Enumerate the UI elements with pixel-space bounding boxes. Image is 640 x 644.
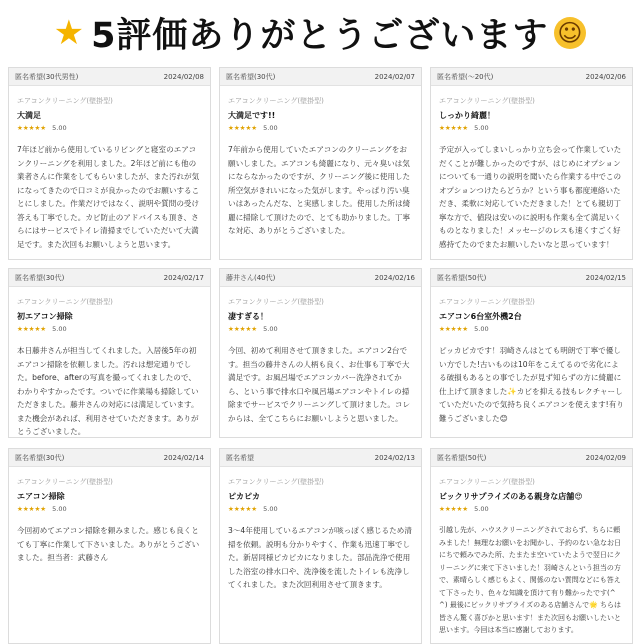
star-icon: ★ [53, 13, 86, 53]
review-category: エアコンクリーニング(壁掛型) [228, 298, 324, 306]
review-date: 2024/02/07 [374, 72, 415, 81]
review-category: エアコンクリーニング(壁掛型) [17, 478, 113, 486]
review-text: 本日藤井さんが担当してくれました。入居後5年の初エアコン掃除を依頼しました。汚れは想定通りでした。before、afterの写真を撮ってくれましたので、わかりやすかったです。ついでに作業場も掃除していただきました。藤井さんの対応には満足しています。また機会があれば、利用させていただきます。ありがとうございました。 [17, 346, 199, 436]
review-text: 予定が入ってしまいしっかり立ち会って作業していただくことが難しかったのですが、はじめにオプションについても一通りの説明を聞いたら作業する中でこのオプションつけたらどうか？という事も都度連絡いただき、柔軟に対応していただきました！とても親切丁寧な方で、値段は安いのに説明も作業も全て満足いくものとなりました！メッセージのレスも速くすごく好感持てたのでまたお願いしたいなと思っています！ [439, 145, 622, 249]
rating-stars: ★★★★★ [439, 505, 469, 513]
rating-stars: ★★★★★ [17, 505, 47, 513]
rating-stars: ★★★★★ [17, 124, 47, 132]
rating-stars: ★★★★★ [17, 325, 47, 333]
rating-score: 5.00 [52, 325, 67, 333]
rating-score: 5.00 [474, 325, 489, 333]
rating-score: 5.00 [263, 325, 278, 333]
review-card [219, 268, 422, 438]
review-category: エアコンクリーニング(壁掛型) [17, 298, 113, 306]
rating-score: 5.00 [52, 124, 67, 132]
rating-stars: ★★★★★ [439, 124, 469, 132]
review-author: 匿名希望(〜20代) [437, 72, 494, 81]
review-date: 2024/02/13 [374, 453, 415, 462]
review-author: 匿名希望(50代) [437, 273, 487, 282]
review-title: 初エアコン掃除 [17, 312, 73, 321]
review-category: エアコンクリーニング(壁掛型) [228, 97, 324, 105]
review-card-header [9, 449, 210, 467]
review-title: ピカピカ [228, 492, 260, 501]
review-date: 2024/02/14 [163, 453, 204, 462]
review-card [219, 448, 422, 644]
rating-score: 5.00 [263, 124, 278, 132]
review-rating [228, 124, 413, 132]
review-author: 匿名希望(30代男性) [15, 72, 79, 81]
review-rating [17, 325, 202, 333]
page-header [0, 0, 640, 66]
review-text: 3〜4年使用しているエアコンが咳っぽく感じるため清掃を依頼。説明も分かりやすく、作業も迅速丁寧でした。新居同様ピカピカになりました。部品洗浄で使用した浴室の排水口や、洗浄後を流したトイレも洗浄してくれました。また次回利用させて頂きます。 [228, 526, 412, 589]
review-rating [228, 505, 413, 513]
review-card [8, 268, 211, 438]
rating-stars: ★★★★★ [228, 505, 258, 513]
review-card-header [220, 68, 421, 86]
review-category: エアコンクリーニング(壁掛型) [439, 478, 535, 486]
rating-score: 5.00 [474, 124, 489, 132]
review-card [8, 67, 211, 260]
review-date: 2024/02/17 [163, 273, 204, 282]
review-text: 今回、初めて利用させて頂きました。エアコン2台です。担当の藤井さんの人柄も良く、お仕事も丁寧で大満足です。お風呂場でエアコンカバー洗浄されてから、という事で排水口や風呂場エアコンやトイレの掃除までサービスでクリーニングして頂けました。コレからは、全てこちらにお願いしようと思いました。 [228, 346, 411, 423]
review-title: 凄すぎる！ [228, 312, 268, 321]
rating-stars: ★★★★★ [439, 325, 469, 333]
review-card-header [220, 449, 421, 467]
review-card-header [9, 269, 210, 287]
review-card-header [220, 269, 421, 287]
review-author: 匿名希望(30代) [15, 453, 65, 462]
review-rating [439, 505, 624, 513]
review-rating [439, 124, 624, 132]
review-author: 匿名希望 [226, 453, 254, 462]
page-title: 5評価ありがとうございます [91, 16, 549, 56]
review-author: 匿名希望(30代) [15, 273, 65, 282]
rating-score: 5.00 [474, 505, 489, 513]
review-text: ピッカピカです！羽崎さんはとても明朗で丁寧で優しい方でした!古いものは10年をこえてるので劣化による破損もあるとの事でしたが見ず知らずの方に綺麗に仕上げて頂きました✨カビを抑える技もレクチャーしていただいたので気持ち良くエアコンを使えます!有り難うございました😊 [439, 346, 624, 423]
review-title: 大満足 [17, 111, 41, 120]
review-category: エアコンクリーニング(壁掛型) [439, 298, 535, 306]
review-category: エアコンクリーニング(壁掛型) [228, 478, 324, 486]
review-card [8, 448, 211, 644]
review-date: 2024/02/08 [163, 72, 204, 81]
review-text: 引越し先が、ハウスクリーニングされておらず、ちらに頼みました！無理なお願いをお聞かし、予約のない急なお日にちで頼みでみた所、たまたま空いていたようで翌日にクリーニングに来て下さいました！羽崎さんという担当の方で、素晴らしく感じもよく、関係のない質問などにも答えて下さったり、色々な知識を頂けて有り難かったです(^^) 最後にビックリサプライズのある店舗さんで🌟 ちらは皆さん驚く喜びかと思います！また次回もお願いしたいと思います。今回は本当に感謝しております。 [439, 526, 622, 634]
review-card [219, 67, 422, 260]
review-card [430, 448, 633, 644]
review-text: 今回初めてエアコン掃除を頼みました。感じも良くとても丁寧に作業して下さいました。ありがとうございました。担当者：武藤さん [17, 526, 200, 562]
review-card-header [431, 449, 632, 467]
review-author: 藤井さん(40代) [226, 273, 276, 282]
review-card [430, 67, 633, 260]
review-text: 7年前から使用していたエアコンのクリーニングをお願いしました。エアコンも綺麗になり、元々臭いは気にならなかったのですが、クリーニング後に使用した所空気がきれいになった気がします。やっぱり汚い臭いはあったんだな、と実感しました。使用した所は綺麗に掃除して頂けたので、とても助かりました。丁寧な対応、ありがとうございました。 [228, 145, 411, 235]
review-date: 2024/02/09 [585, 453, 626, 462]
review-date: 2024/02/16 [374, 273, 415, 282]
review-date: 2024/02/06 [585, 72, 626, 81]
rating-stars: ★★★★★ [228, 124, 258, 132]
smiling-face-icon: ☺ [554, 17, 586, 49]
review-category: エアコンクリーニング(壁掛型) [17, 97, 113, 105]
review-text: 7年ほど前から使用しているリビングと寝室のエアコンクリーニングを利用しました。2年ほど前にも他の業者さんに作業をしてもらいましたが、また汚れが気になってきたので口コミが良かったのでお願いすることにしました。作業だけではなく、説明や質問の受け答えも丁寧でした。カビ防止のアドバイスも頂き、さらにはサービスでトイレ清掃までしていただいて大満足です。また次回もお願いしようと思います。 [17, 145, 200, 249]
review-rating [439, 325, 624, 333]
rating-stars: ★★★★★ [228, 325, 258, 333]
review-card-header [431, 269, 632, 287]
review-date: 2024/02/15 [585, 273, 626, 282]
review-title: ビックリサプライズのある親身な店舗😍 [439, 492, 583, 501]
review-title: エアコン6台室外機2台 [439, 312, 522, 321]
review-rating [17, 505, 202, 513]
review-title: エアコン掃除 [17, 492, 65, 501]
review-author: 匿名希望(30代) [226, 72, 276, 81]
review-category: エアコンクリーニング(壁掛型) [439, 97, 535, 105]
review-card [430, 268, 633, 438]
review-rating [228, 325, 413, 333]
rating-score: 5.00 [263, 505, 278, 513]
review-card-header [431, 68, 632, 86]
review-rating [17, 124, 202, 132]
review-title: 大満足です!! [228, 111, 276, 120]
review-title: しっかり綺麗！ [439, 111, 495, 120]
rating-score: 5.00 [52, 505, 67, 513]
review-author: 匿名希望(50代) [437, 453, 487, 462]
review-card-header [9, 68, 210, 86]
